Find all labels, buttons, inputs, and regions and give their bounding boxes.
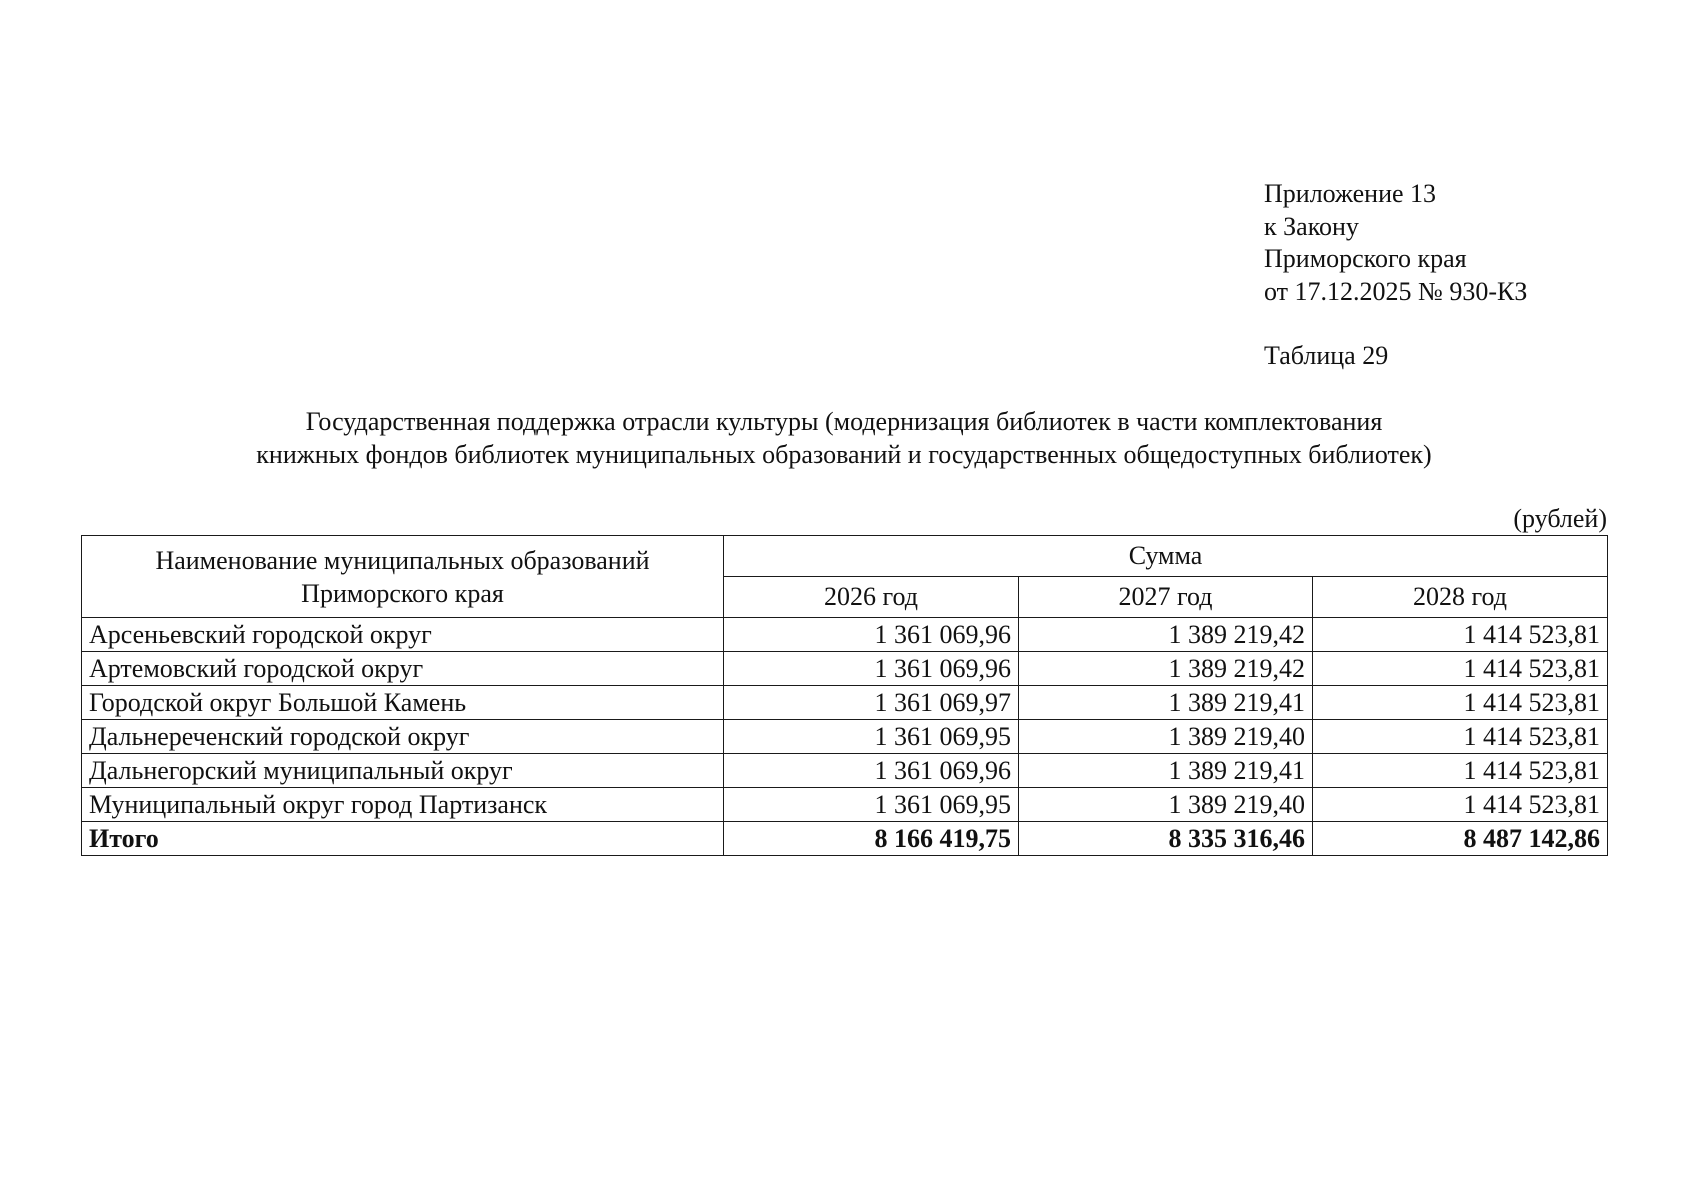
year-2028-header: 2028 год	[1313, 577, 1608, 618]
municipality-name: Артемовский городской округ	[82, 652, 724, 686]
municipality-column-header	[82, 536, 724, 618]
year-2026-header: 2026 год	[724, 577, 1019, 618]
title-line-1: Государственная поддержка отрасли культуры (модернизация библиотек в части комплектования	[305, 407, 1383, 436]
year-2027-header: 2027 год	[1019, 577, 1313, 618]
appendix-number: Приложение 13	[1264, 179, 1437, 208]
table-number: Таблица 29	[1264, 341, 1389, 370]
table-row	[82, 686, 1608, 720]
total-amount-2027: 8 335 316,46	[1019, 822, 1313, 856]
amount-2028: 1 414 523,81	[1313, 618, 1608, 652]
amount-2028: 1 414 523,81	[1313, 686, 1608, 720]
appendix-region: Приморского края	[1264, 244, 1467, 273]
municipality-name: Дальнереченский городской округ	[82, 720, 724, 754]
total-amount-2026: 8 166 419,75	[724, 822, 1019, 856]
document-title	[80, 405, 1608, 471]
table-row	[82, 618, 1608, 652]
table-header-row	[82, 536, 1608, 577]
amount-2028: 1 414 523,81	[1313, 720, 1608, 754]
amount-2027: 1 389 219,40	[1019, 788, 1313, 822]
amount-2026: 1 361 069,96	[724, 652, 1019, 686]
title-line-2: книжных фондов библиотек муниципальных образований и государственных общедоступных библиотек)	[256, 440, 1432, 469]
table-row	[82, 754, 1608, 788]
amount-2028: 1 414 523,81	[1313, 652, 1608, 686]
budget-table	[81, 535, 1608, 856]
amount-2028: 1 414 523,81	[1313, 754, 1608, 788]
total-row	[82, 822, 1608, 856]
municipality-name: Дальнегорский муниципальный округ	[82, 754, 724, 788]
amount-2026: 1 361 069,97	[724, 686, 1019, 720]
table-row	[82, 720, 1608, 754]
total-label: Итого	[82, 822, 724, 856]
units-label: (рублей)	[1513, 504, 1607, 533]
table-row	[82, 652, 1608, 686]
amount-2027: 1 389 219,41	[1019, 754, 1313, 788]
amount-2027: 1 389 219,42	[1019, 652, 1313, 686]
amount-2026: 1 361 069,96	[724, 754, 1019, 788]
table-row	[82, 788, 1608, 822]
appendix-law-ref: к Закону	[1264, 211, 1359, 241]
sum-column-header: Сумма	[724, 536, 1608, 577]
municipality-name: Муниципальный округ город Партизанск	[82, 788, 724, 822]
total-amount-2028: 8 487 142,86	[1313, 822, 1608, 856]
amount-2027: 1 389 219,42	[1019, 618, 1313, 652]
municipality-name: Городской округ Большой Камень	[82, 686, 724, 720]
amount-2028: 1 414 523,81	[1313, 788, 1608, 822]
amount-2027: 1 389 219,41	[1019, 686, 1313, 720]
amount-2026: 1 361 069,95	[724, 720, 1019, 754]
municipality-name: Арсеньевский городской округ	[82, 618, 724, 652]
amount-2027: 1 389 219,40	[1019, 720, 1313, 754]
appendix-date-number: от 17.12.2025 № 930-КЗ	[1264, 276, 1528, 306]
amount-2026: 1 361 069,95	[724, 788, 1019, 822]
municipality-header-line-2: Приморского края	[301, 578, 504, 608]
appendix-block	[1264, 178, 1527, 308]
municipality-header-line-1: Наименование муниципальных образований	[155, 545, 650, 575]
amount-2026: 1 361 069,96	[724, 618, 1019, 652]
